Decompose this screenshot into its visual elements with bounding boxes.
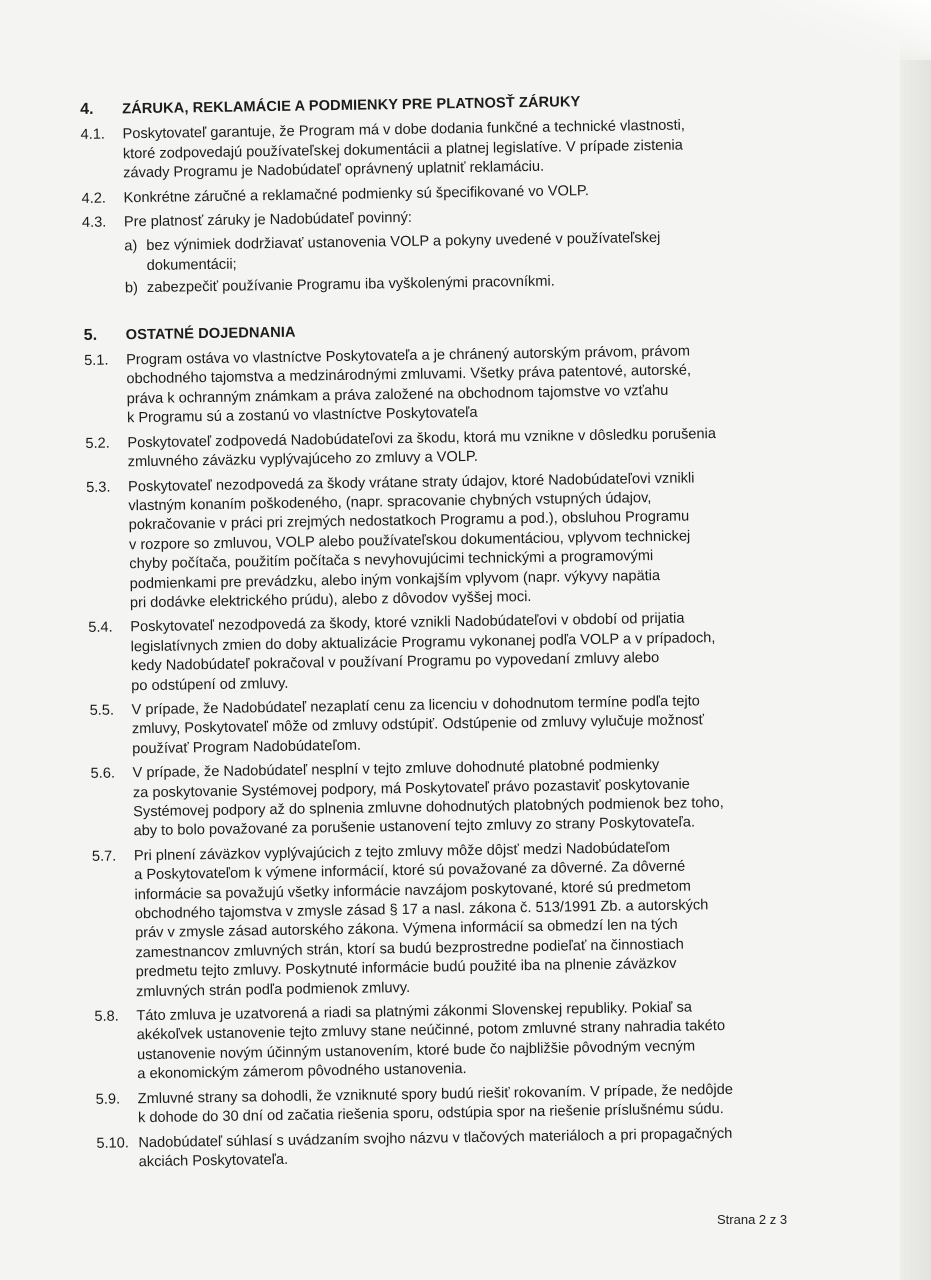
clause-number: 4.1. [80, 127, 106, 144]
clause-number: 4.2. [81, 190, 107, 207]
clause-number: 5.9. [95, 1091, 121, 1108]
clause-number: 5.10. [96, 1134, 130, 1152]
clause-text: V prípade, že Nadobúdateľ nezaplatí cenu za licenciu v dohodnutom termíne podľa tejto zmluvy, Poskytovateľ môže od zmluvy odstúpiť. Odstúpenie od zmluvy vylučuje možnosť používať Program Nadobúdateľom. [131, 693, 705, 758]
clause-5-2 [85, 423, 826, 473]
clause-text: Poskytovateľ zodpovedá Nadobúdateľovi za škodu, ktorá mu vznikne v dôsledku porušenia zmluvného záväzku vyplývajúceho zo zmluvy a VOLP. [127, 425, 717, 471]
clause-text: Poskytovateľ nezodpovedá za škody vrátane straty údajov, ktoré Nadobúdateľovi vznikli vlastným konaním poškodeného, (napr. spracovanie chybných vstupných údajov, pokračovanie v práci pri zrejmých nedostatkoch Programu a pod.), obsluhou Programu v rozpore so zmluvou, VOLP alebo používateľskou dokumentáciou, vplyvom technickej chyby počítača, použitím počítača s nevyhovujúcimi technickými a programovými podmienkami pre prevádzku, alebo iným vonkajším vplyvom (napr. výkyvy napätia pri dodávke elektrického prúdu), alebo z dôvodov vyššej moci. [127, 469, 695, 612]
clause-number: 5.2. [85, 435, 110, 452]
clause-number: 5.8. [94, 1008, 119, 1025]
subitem-label: a) [124, 238, 138, 255]
paper-corner [760, 0, 931, 60]
section-title: ZÁRUKA, REKLAMÁCIE A PODMIENKY PRE PLATNOSŤ ZÁRUKY [122, 94, 581, 118]
subitem-text: bez výnimiek dodržiavať ustanovenia VOLP a pokyny uvedené v používateľskej dokumentácii; [146, 230, 661, 274]
clause-text: Zmluvné strany sa dohodli, že vzniknuté spory budú riešiť rokovaním. V prípade, že nedôjde k dohode do 30 dní od začatia riešenia sporu, odstúpia spor na riešenie príslušnému súdu. [137, 1081, 733, 1127]
section-number: 5. [83, 326, 98, 344]
clause-4-1 [80, 115, 821, 185]
clause-5-9 [96, 1079, 837, 1129]
page-number: Strana 2 z 3 [717, 1212, 788, 1227]
subitem-label: b) [124, 280, 139, 297]
clause-text: Pre platnosť záruky je Nadobúdateľ povinný: [123, 209, 413, 231]
document-body [80, 86, 837, 1178]
paper-fold [900, 0, 931, 1280]
subitem-text: zabezpečiť používanie Programu iba vyškolenými pracovníkmi. [146, 273, 555, 297]
clause-text: Táto zmluva je uzatvorená a riadi sa platnými zákonmi Slovenskej republiky. Pokiaľ sa akékoľvek ustanovenie tejto zmluvy stane neúčinné, potom zmluvné strany nahradia takéto ustanovenie novým účinným ustanovením, ktoré bude čo najbližšie pôvodným vecným a ekonomickým zámerom pôvodného ustanovenia. [136, 999, 726, 1083]
clause-text: Nadobúdateľ súhlasí s uvádzaním svojho názvu v tlačových materiáloch a pri propagačných akciách Poskytovateľa. [138, 1125, 733, 1171]
clause-text: Pri plnení záväzkov vyplývajúcich z tejto zmluvy môže dôjsť medzi Nadobúdateľom a Poskytovateľom k výmene informácií, ktoré sú považované za dôverné. Za dôverné informácie sa považujú všetky informácie navzájom poskytované, ktoré sú predmetom obchodného tajomstva v zmysle zásad § 17 a nasl. zákona č. 513/1991 Zb. a autorských práv v zmysle zásad autorského zákona. Výmena informácií sa obmedzí len na tých zamestnancov zmluvných strán, ktorí sa budú bezprostredne podieľať na činnostiach predmetu tejto zmluvy. Poskytnuté informácie budú použité iba na plnenie záväzkov zmluvných strán podľa podmienok zmluvy. [133, 839, 709, 1000]
clause-5-8 [94, 996, 835, 1085]
clause-5-6 [90, 753, 831, 842]
clause-5-10 [96, 1123, 837, 1173]
clause-4-3-subitems [124, 227, 823, 299]
clause-number: 5.7. [91, 848, 117, 865]
clause-number: 5.1. [84, 352, 109, 370]
clause-number: 5.4. [88, 619, 113, 637]
clause-number: 5.5. [89, 702, 115, 719]
clause-number: 4.3. [81, 214, 107, 232]
clause-text: Poskytovateľ nezodpovedá za škody, ktoré vznikli Nadobúdateľovi v období od prijatia legislatívnych zmien do doby aktualizácie Programu vykonanej podľa VOLP a v prípadoch, kedy Nadobúdateľ pokračoval v používaní Programu po vypovedaní zmluvy alebo po odstúpení od zmluvy. [130, 610, 716, 694]
clause-5-7 [92, 836, 834, 1003]
subitem-a [124, 227, 823, 277]
clause-5-3 [86, 467, 828, 614]
clause-text: Konkrétne záručné a reklamačné podmienky sú špecifikované vo VOLP. [123, 182, 590, 206]
clause-text: V prípade, že Nadobúdateľ nesplní v tejto zmluve dohodnuté platobné podmienky za poskytovanie Systémovej podpory, má Poskytovateľ právo pozastaviť poskytovanie Systémovej podpory až do splnenia zmluvne dohodnutých platobných podmienok bez toho, aby to bolo považované za porušenie ustanovení tejto zmluvy zo strany Poskytovateľa. [132, 757, 724, 840]
section-number: 4. [80, 100, 94, 118]
section-title: OSTATNÉ DOJEDNANIA [125, 324, 296, 343]
clause-number: 5.3. [85, 479, 111, 496]
clause-5-1 [84, 340, 825, 429]
clause-text: Program ostáva vo vlastníctve Poskytovateľa a je chránený autorským právom, právom obchodného tajomstva a medzinárodnými zmluvami. Všetky práva patentové, autorské, práva k ochranným známkam a práva založené na obchodnom tajomstve vo vzťahu k Programu sú a zostanú vo vlastníctve Poskytovateľa [126, 343, 692, 427]
clause-number: 5.6. [90, 765, 116, 783]
clause-5-4 [88, 608, 829, 697]
clause-5-5 [89, 690, 830, 760]
clause-text: Poskytovateľ garantuje, že Program má v dobe dodania funkčné a technické vlastnosti, ktoré zodpovedajú používateľskej dokumentácii a platnej legislatíve. V prípade zistenia závady Programu je Nadobúdateľ oprávnený uplatniť reklamáciu. [122, 117, 686, 182]
